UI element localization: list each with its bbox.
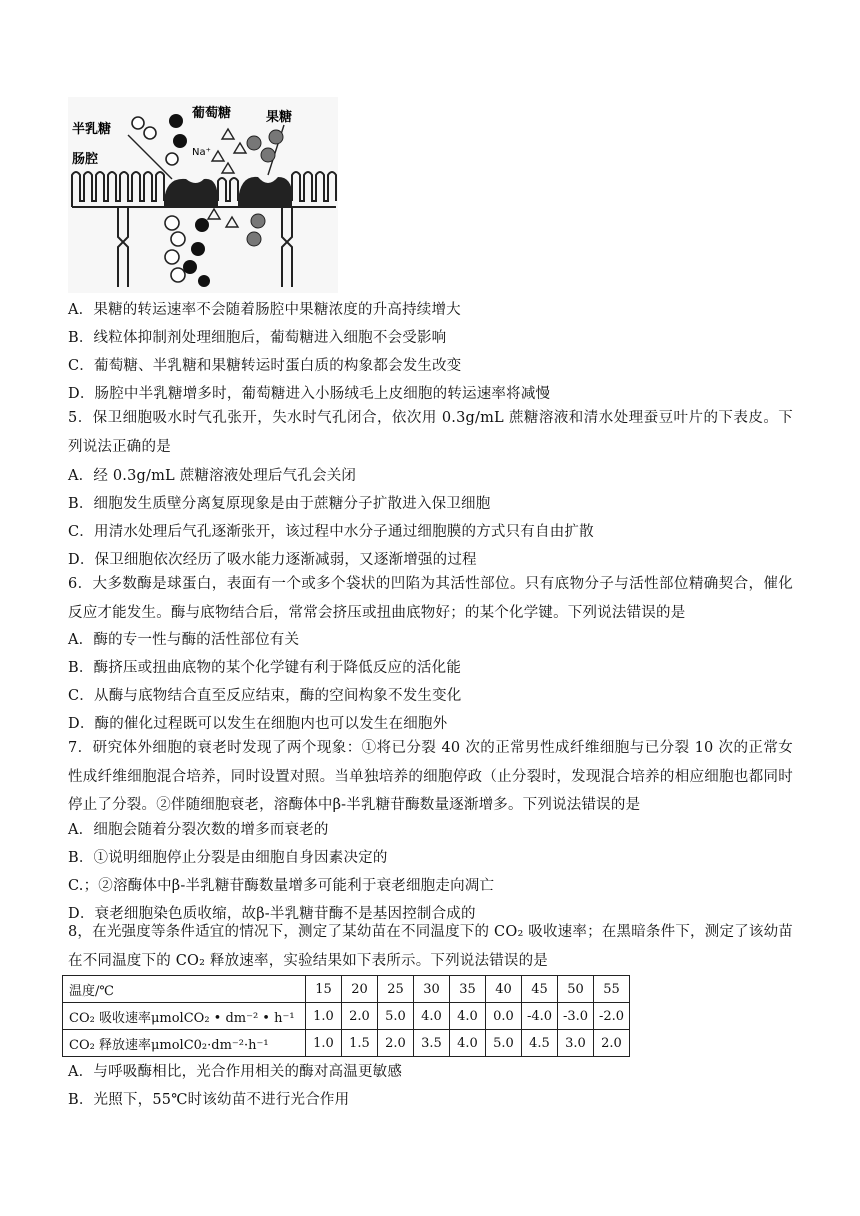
row-label: CO₂ 吸收速率μmolCO₂ • dm⁻² • h⁻¹ [63, 1003, 306, 1030]
membrane-transport-diagram [68, 97, 338, 293]
table-header-row [63, 976, 630, 1003]
table-cell: 4.0 [450, 1030, 486, 1057]
table-cell: 5.0 [486, 1030, 522, 1057]
temp-cell: 55 [594, 976, 630, 1003]
q4-option-b: B．线粒体抑制剂处理细胞后，葡萄糖进入细胞不会受影响 [68, 330, 447, 346]
temp-cell: 45 [522, 976, 558, 1003]
temp-cell: 20 [342, 976, 378, 1003]
temp-cell: 25 [378, 976, 414, 1003]
q6-option-b: B．酶挤压或扭曲底物的某个化学键有利于降低反应的活化能 [68, 660, 462, 676]
q7-option-d: D．衰老细胞染色质收缩，故β-半乳糖苷酶不是基因控制合成的 [68, 906, 476, 922]
table-cell: 5.0 [378, 1003, 414, 1030]
table-cell: -4.0 [522, 1003, 558, 1030]
table-cell: 4.5 [522, 1030, 558, 1057]
q4-option-d: D．肠腔中半乳糖增多时，葡萄糖进入小肠绒毛上皮细胞的转运速率将减慢 [68, 386, 551, 402]
q6-option-d: D．酶的催化过程既可以发生在细胞内也可以发生在细胞外 [68, 716, 448, 732]
q7-option-c: C.；②溶酶体中β-半乳糖苷酶数量增多可能利于衰老细胞走向凋亡 [68, 878, 495, 894]
q8-option-a: A．与呼吸酶相比，光合作用相关的酶对高温更敏感 [68, 1064, 403, 1080]
table-cell: 3.5 [414, 1030, 450, 1057]
temp-cell: 30 [414, 976, 450, 1003]
table-cell: 1.0 [306, 1003, 342, 1030]
table-cell: 2.0 [378, 1030, 414, 1057]
temp-cell: 50 [558, 976, 594, 1003]
table-cell: -3.0 [558, 1003, 594, 1030]
table-row [63, 1030, 630, 1057]
rate-table [62, 975, 630, 1057]
q5-option-d: D．保卫细胞依次经历了吸水能力逐渐减弱，又逐渐增强的过程 [68, 552, 477, 568]
q7-stem: 7．研究体外细胞的衰老时发现了两个现象：①将已分裂 40 次的正常男性成纤维细胞与已分裂 10 次的正常女性成纤维细胞混合培养，同时设置对照。当单独培养的细胞停政（止分裂时，发现混合培养的相应细胞也都同时停止了分裂。②伴随细胞衰老，溶酶体中β-半乳糖苷酶数量逐渐增多。下列说法错误的是 [68, 740, 793, 813]
transport-figure [68, 97, 338, 293]
q4-option-c: C．葡萄糖、半乳糖和果糖转运时蛋白质的构象都会发生改变 [68, 358, 462, 374]
q6-option-c: C．从酶与底物结合直至反应结束，酶的空间构象不发生变化 [68, 688, 462, 704]
table-cell: 4.0 [414, 1003, 450, 1030]
q5-option-a: A．经 0.3g/mL 蔗糖溶液处理后气孔会关闭 [68, 468, 357, 484]
q5-option-b: B．细胞发生质壁分离复原现象是由于蔗糖分子扩散进入保卫细胞 [68, 496, 491, 512]
glucose-label: 葡萄糖 [192, 106, 232, 121]
q4-option-a: A．果糖的转运速率不会随着肠腔中果糖浓度的升高持续增大 [68, 302, 461, 318]
fructose-label: 果糖 [266, 110, 293, 125]
sodium-label: Na⁺ [192, 147, 211, 158]
table-cell: 1.5 [342, 1030, 378, 1057]
q6-stem: 6．大多数酶是球蛋白，表面有一个或多个袋状的凹陷为其活性部位。只有底物分子与活性部位精确契合，催化反应才能发生。酶与底物结合后，常常会挤压或扭曲底物好；的某个化学键。下列说法错误的是 [68, 576, 793, 621]
table-header-label: 温度/℃ [63, 976, 306, 1003]
table-cell: 1.0 [306, 1030, 342, 1057]
q8-option-b: B．光照下，55℃时该幼苗不进行光合作用 [68, 1092, 350, 1108]
row-label: CO₂ 释放速率μmolC0₂·dm⁻²·h⁻¹ [63, 1030, 306, 1057]
q5-option-c: C．用清水处理后气孔逐渐张开，该过程中水分子通过细胞膜的方式只有自由扩散 [68, 524, 594, 540]
table-cell: -2.0 [594, 1003, 630, 1030]
galactose-label: 半乳糖 [72, 122, 112, 137]
temp-cell: 35 [450, 976, 486, 1003]
table-cell: 4.0 [450, 1003, 486, 1030]
table-cell: 3.0 [558, 1030, 594, 1057]
temp-cell: 40 [486, 976, 522, 1003]
q8-stem: 8，在光强度等条件适宜的情况下，测定了某幼苗在不同温度下的 CO₂ 吸收速率；在黑暗条件下，测定了该幼苗在不同温度下的 CO₂ 释放速率，实验结果如下表所示。下列说法错误的是 [68, 924, 793, 969]
table-cell: 2.0 [342, 1003, 378, 1030]
temp-cell: 15 [306, 976, 342, 1003]
q5-stem: 5．保卫细胞吸水时气孔张开，失水时气孔闭合，依次用 0.3g/mL 蔗糖溶液和清水处理蚕豆叶片的下表皮。下列说法正确的是 [68, 410, 793, 455]
table-cell: 2.0 [594, 1030, 630, 1057]
table-cell: 0.0 [486, 1003, 522, 1030]
q6-option-a: A．酶的专一性与酶的活性部位有关 [68, 632, 300, 648]
q7-option-b: B．①说明细胞停止分裂是由细胞自身因素决定的 [68, 850, 388, 866]
q7-option-a: A．细胞会随着分裂次数的增多而衰老的 [68, 822, 329, 838]
table-row [63, 1003, 630, 1030]
lumen-label: 肠腔 [72, 152, 99, 167]
